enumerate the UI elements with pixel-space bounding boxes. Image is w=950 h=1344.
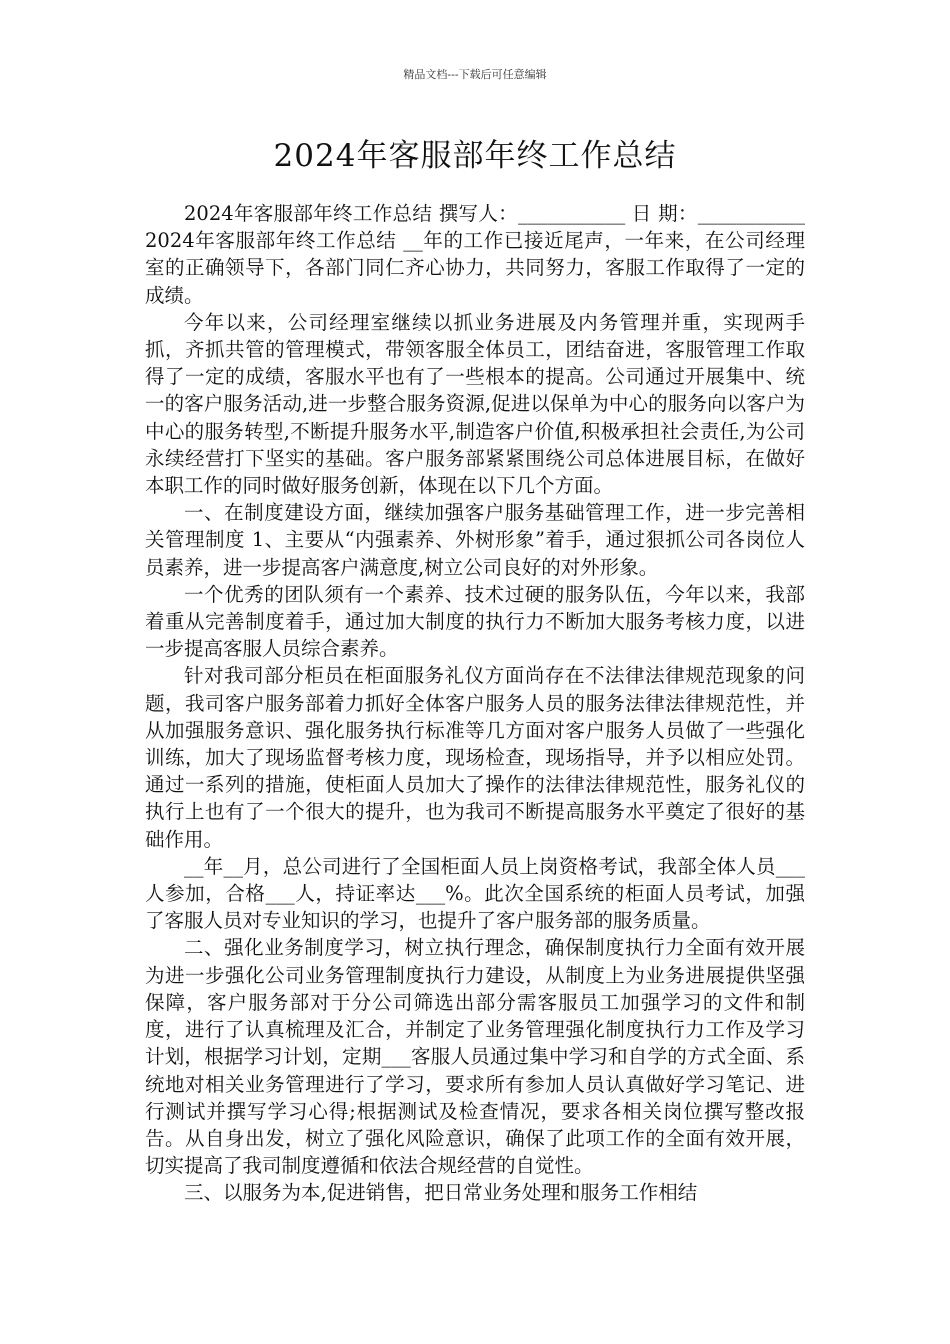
paragraph: 一、在制度建设方面，继续加强客户服务基础管理工作，进一步完善相关管理制度 1、主要从“内强素养、外树形象”着手，通过狠抓公司各岗位人员素养，进一步提高客户满意度,树立公司良好的对外形象。 [145,501,805,579]
paragraph: 二、强化业务制度学习，树立执行理念，确保制度执行力全面有效开展 为进一步强化公司业务管理制度执行力建设，从制度上为业务进展提供坚强保障，客户服务部对于分公司筛选出部分需客服员工加强学习的文件和制度，进行了认真梳理及汇合，并制定了业务管理强化制度执行力工作及学习计划，根据学习计划，定期___客服人员通过集中学习和自学的方式全面、系统地对相关业务管理进行了学习，要求所有参加人员认真做好学习笔记、进行测试并撰写学习心得;根据测试及检查情况，要求各相关岗位撰写整改报告。从自身出发，树立了强化风险意识，确保了此项工作的全面有效开展，切实提高了我司制度遵循和依法合规经营的自觉性。 [145,936,805,1178]
paragraph: 今年以来，公司经理室继续以抓业务进展及内务管理并重，实现两手抓，齐抓共管的管理模式，带领客服全体员工，团结奋进，客服管理工作取得了一定的成绩，客服水平也有了一些根本的提高。公司通过开展集中、统一的客户服务活动,进一步整合服务资源,促进以保单为中心的服务向以客户为中心的服务转型,不断提升服务水平,制造客户价值,积极承担社会责任,为公司永续经营打下坚实的基础。客户服务部紧紧围绕公司总体进展目标，在做好本职工作的同时做好服务创新，体现在以下几个方面。 [145,310,805,498]
paragraph: 一个优秀的团队须有一个素养、技术过硬的服务队伍，今年以来，我部着重从完善制度着手，通过加大制度的执行力不断加大服务考核力度，以进一步提高客服人员综合素养。 [145,582,805,661]
page-header: 精品文档---下载后可任意编辑 [403,68,547,81]
document-body [145,200,805,1207]
paragraph: 三、以服务为本,促进销售，把日常业务处理和服务工作相结 [184,1181,698,1205]
paragraph: __年__月，总公司进行了全国柜面人员上岗资格考试，我部全体人员___人参加，合格___人，持证率达___%。此次全国系统的柜面人员考试，加强了客服人员对专业知识的学习，也提升了客户服务部的服务质量。 [145,854,805,933]
paragraph: 针对我司部分柜员在柜面服务礼仪方面尚存在不法律法律规范现象的问题，我司客户服务部着力抓好全体客户服务人员的服务法律法律规范性，并从加强服务意识、强化服务执行标准等几方面对客户服务人员做了一些强化训练，加大了现场监督考核力度，现场检查，现场指导，并予以相应处罚。通过一系列的措施，使柜面人员加大了操作的法律法律规范性，服务礼仪的执行上也有了一个很大的提升，也为我司不断提高服务水平奠定了很好的基础作用。 [145,664,805,851]
document-title: 2024年客服部年终工作总结 [273,138,677,174]
paragraph: 2024年客服部年终工作总结 撰写人：___________ 日 期：___________ 2024年客服部年终工作总结 __年的工作已接近尾声，一年来，在公司经理室的正确领导下，各部门同仁齐心协力，共同努力，客服工作取得了一定的成绩。 [145,202,805,307]
